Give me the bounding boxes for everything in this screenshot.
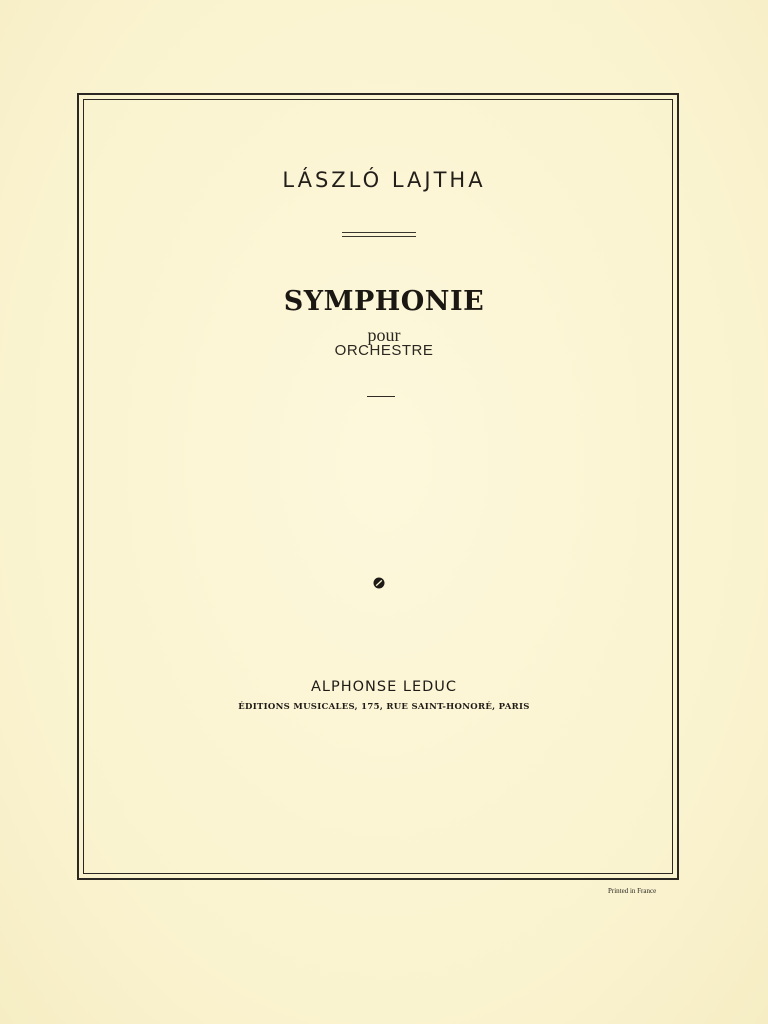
- publisher-address: ÉDITIONS MUSICALES, 175, RUE SAINT-HONORÉ, PARIS: [238, 702, 530, 712]
- publisher-name: ALPHONSE LEDUC: [310, 679, 458, 695]
- subtitle-pour: pour: [367, 325, 401, 345]
- subtitle-orchestre: ORCHESTRE: [334, 342, 434, 359]
- short-rule-divider: [367, 396, 395, 397]
- composer-name: LÁSZLÓ LAJTHA: [282, 168, 486, 192]
- work-title: SYMPHONIE: [283, 286, 485, 317]
- inner-border: [83, 99, 673, 874]
- printed-in-note: Printed in France: [608, 887, 657, 895]
- publisher-mark-icon: [372, 576, 386, 590]
- double-rule-divider: [342, 232, 416, 237]
